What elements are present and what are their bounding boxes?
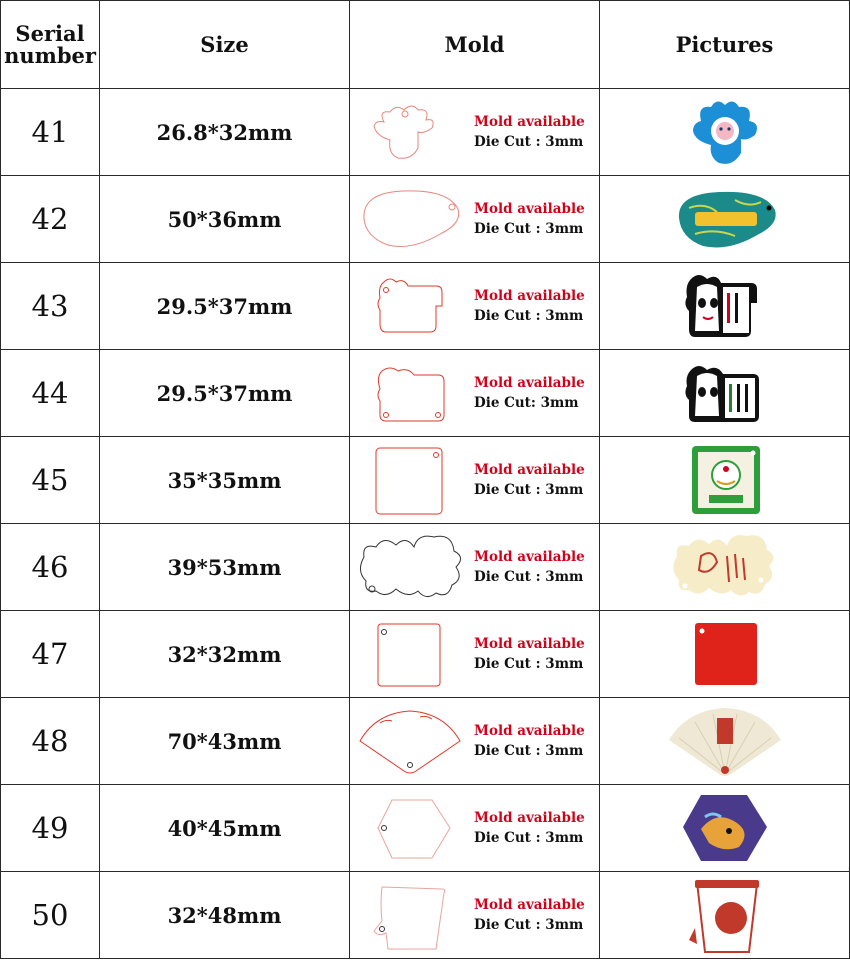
red-square-tag-icon: [665, 613, 785, 695]
mold-outline-icon: [356, 353, 466, 433]
header-size: Size: [100, 1, 350, 89]
mold-status: Mold available: [474, 462, 585, 478]
mold-cell: [350, 698, 600, 785]
size-cell: 32*48mm: [100, 872, 350, 959]
header-row: [1, 1, 850, 89]
size-cell: 39*53mm: [100, 524, 350, 611]
mold-status: Mold available: [474, 288, 585, 304]
picture-cell: [600, 698, 850, 785]
picture-cell: [600, 176, 850, 263]
mold-outline-icon: [356, 92, 466, 172]
picture-cell: [600, 263, 850, 350]
purple-hexagon-tag-icon: [665, 787, 785, 869]
mold-outline-icon: [356, 701, 466, 781]
mold-cell: [350, 350, 600, 437]
mold-status: Mold available: [474, 375, 585, 391]
table-row: [1, 698, 850, 785]
mold-cell: [350, 785, 600, 872]
table-row: [1, 350, 850, 437]
mold-cell: [350, 611, 600, 698]
cup-tag-icon: [665, 874, 785, 956]
picture-cell: [600, 872, 850, 959]
serial-cell: 45: [1, 437, 100, 524]
serial-cell: 41: [1, 89, 100, 176]
oval-teal-tag-icon: [665, 178, 785, 260]
table-row: [1, 176, 850, 263]
serial-cell: 50: [1, 872, 100, 959]
header-serial: Serial number: [1, 1, 100, 89]
mold-cell: [350, 524, 600, 611]
serial-cell: 42: [1, 176, 100, 263]
mold-status: Mold available: [474, 114, 585, 130]
die-cut: Die Cut : 3mm: [474, 134, 584, 150]
green-square-tag-icon: [665, 439, 785, 521]
mold-status: Mold available: [474, 897, 585, 913]
picture-cell: [600, 437, 850, 524]
picture-cell: [600, 350, 850, 437]
table-row: [1, 611, 850, 698]
mold-cell: [350, 176, 600, 263]
blue-mascot-tag-icon: [665, 91, 785, 173]
serial-cell: 43: [1, 263, 100, 350]
size-cell: 29.5*37mm: [100, 350, 350, 437]
size-cell: 35*35mm: [100, 437, 350, 524]
mold-outline-icon: [356, 179, 466, 259]
size-cell: 29.5*37mm: [100, 263, 350, 350]
mold-outline-icon: [356, 614, 466, 694]
table-row: [1, 785, 850, 872]
mold-outline-icon: [356, 527, 466, 607]
size-cell: 70*43mm: [100, 698, 350, 785]
size-cell: 50*36mm: [100, 176, 350, 263]
size-cell: 32*32mm: [100, 611, 350, 698]
table-row: [1, 89, 850, 176]
mold-status: Mold available: [474, 723, 585, 739]
header-mold: Mold: [350, 1, 600, 89]
die-cut: Die Cut : 3mm: [474, 743, 584, 759]
die-cut: Die Cut: 3mm: [474, 395, 579, 411]
die-cut: Die Cut : 3mm: [474, 830, 584, 846]
serial-cell: 46: [1, 524, 100, 611]
serial-cell: 48: [1, 698, 100, 785]
table-row: [1, 437, 850, 524]
picture-cell: [600, 611, 850, 698]
table-row: [1, 263, 850, 350]
die-cut: Die Cut : 3mm: [474, 308, 584, 324]
header-pictures: Pictures: [600, 1, 850, 89]
mold-cell: [350, 437, 600, 524]
serial-cell: 49: [1, 785, 100, 872]
die-cut: Die Cut : 3mm: [474, 656, 584, 672]
mold-status: Mold available: [474, 549, 585, 565]
mold-outline-icon: [356, 875, 466, 955]
mold-status: Mold available: [474, 201, 585, 217]
serial-cell: 47: [1, 611, 100, 698]
die-cut: Die Cut : 3mm: [474, 917, 584, 933]
mold-outline-icon: [356, 266, 466, 346]
mold-cell: [350, 263, 600, 350]
mold-outline-icon: [356, 788, 466, 868]
die-cut: Die Cut : 3mm: [474, 569, 584, 585]
table-row: [1, 524, 850, 611]
panda-tag-icon: [665, 352, 785, 434]
mold-cell: [350, 89, 600, 176]
panda-tag-icon: [665, 265, 785, 347]
die-cut: Die Cut : 3mm: [474, 221, 584, 237]
table-row: [1, 872, 850, 959]
cloud-cream-tag-icon: [665, 526, 785, 608]
picture-cell: [600, 89, 850, 176]
serial-cell: 44: [1, 350, 100, 437]
size-cell: 26.8*32mm: [100, 89, 350, 176]
picture-cell: [600, 785, 850, 872]
die-cut: Die Cut : 3mm: [474, 482, 584, 498]
mold-cell: [350, 872, 600, 959]
size-cell: 40*45mm: [100, 785, 350, 872]
mold-status: Mold available: [474, 636, 585, 652]
mold-outline-icon: [356, 440, 466, 520]
mold-status: Mold available: [474, 810, 585, 826]
fan-tag-icon: [665, 700, 785, 782]
picture-cell: [600, 524, 850, 611]
